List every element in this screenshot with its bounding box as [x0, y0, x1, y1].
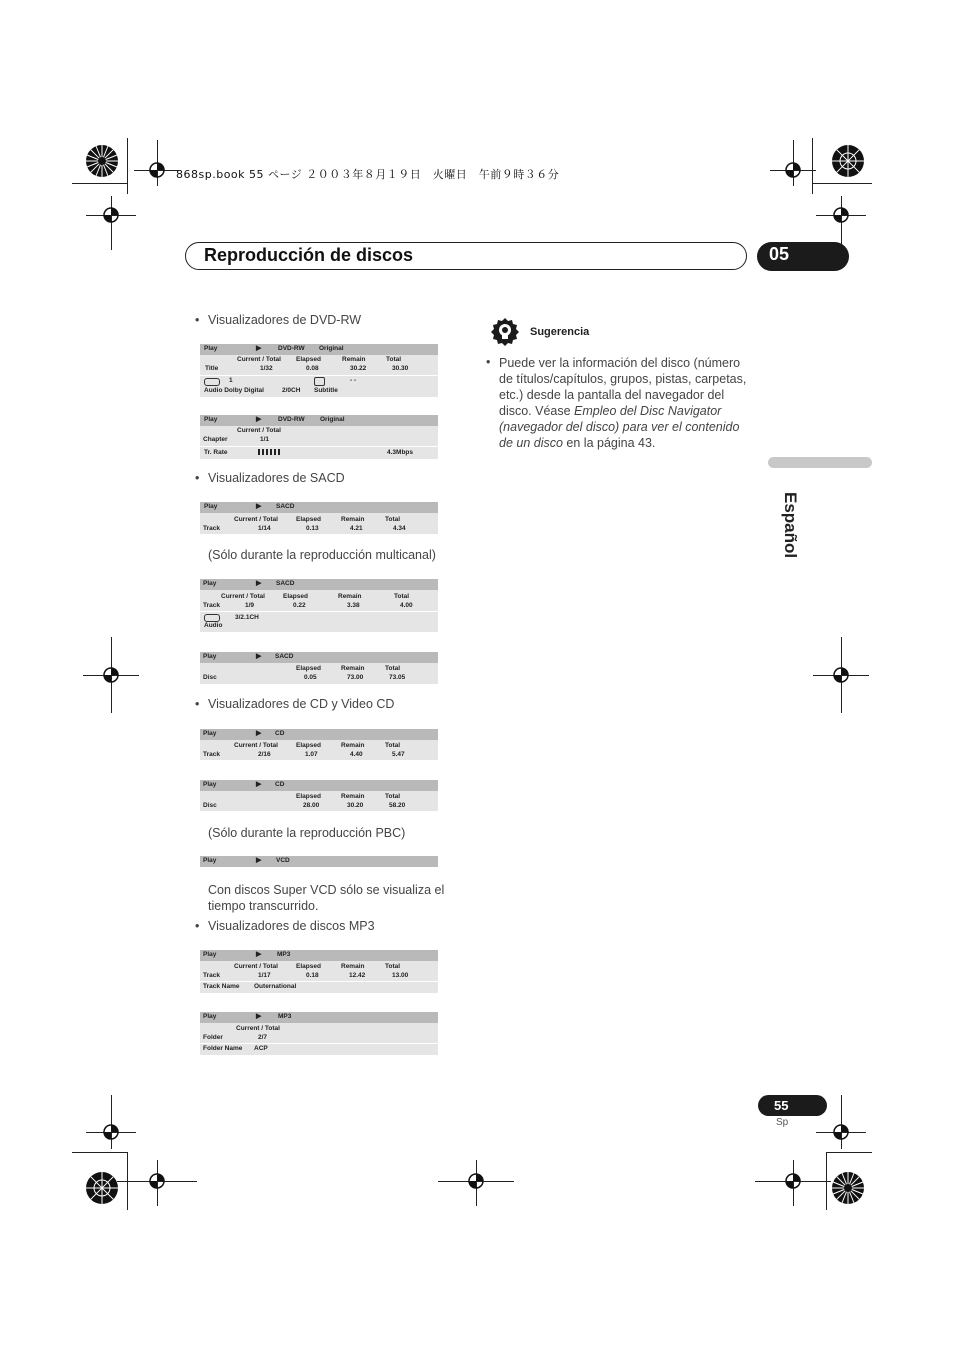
lightbulb-icon	[490, 317, 520, 347]
bullet-text: Visualizadores de discos MP3	[208, 919, 375, 933]
audio-label: Audio	[204, 622, 223, 629]
rate-label: Tr. Rate	[204, 449, 228, 456]
row-label: Track	[203, 602, 220, 609]
row-label: Track	[203, 972, 220, 979]
value-remain: 73.00	[347, 674, 364, 681]
registration-star-icon	[831, 144, 865, 178]
play-icon: ▶	[256, 857, 262, 864]
audio-icon	[204, 378, 220, 386]
subtitle-label: Subtitle	[314, 387, 338, 394]
play-icon: ▶	[256, 730, 262, 737]
disc-type: MP3	[278, 1013, 292, 1020]
col-total: Total	[385, 516, 401, 523]
play-icon: ▶	[256, 416, 262, 423]
col-current: Current / Total	[221, 593, 265, 600]
value-current: 1/17	[258, 972, 271, 979]
col-total: Total	[385, 963, 401, 970]
audio-channels: 2/0CH	[282, 387, 301, 394]
value-current: 1/14	[258, 525, 271, 532]
osd-sacd-panel-1	[200, 502, 438, 534]
osd-sacd-panel-3	[200, 652, 438, 684]
disc-type: SACD	[275, 653, 294, 660]
tip-text-end: en la página 43.	[562, 436, 656, 450]
play-icon: ▶	[256, 345, 262, 352]
col-elapsed: Elapsed	[296, 742, 321, 749]
disc-type: SACD	[276, 503, 295, 510]
value-total: 58.20	[389, 802, 406, 809]
section-title-bar	[185, 242, 747, 270]
play-label: Play	[203, 781, 217, 788]
value-remain: 12.42	[349, 972, 366, 979]
disc-type: DVD-RW	[278, 416, 305, 423]
audio-label: Audio Dolby Digital	[204, 387, 264, 394]
disc-type: MP3	[277, 951, 291, 958]
value-total: 13.00	[392, 972, 409, 979]
play-label: Play	[203, 580, 217, 587]
col-elapsed: Elapsed	[296, 963, 321, 970]
col-current: Current / Total	[237, 356, 281, 363]
crosshair-mark-icon	[782, 159, 804, 181]
col-current: Current / Total	[234, 742, 278, 749]
col-current: Current / Total	[237, 427, 281, 434]
play-label: Play	[203, 653, 217, 660]
page-language-code: Sp	[776, 1117, 789, 1128]
col-elapsed: Elapsed	[296, 516, 321, 523]
col-current: Current / Total	[234, 963, 278, 970]
osd-mp3-panel-2	[200, 1012, 438, 1055]
chapter-badge: 05	[757, 242, 849, 271]
col-current: Current / Total	[234, 516, 278, 523]
subtitle-value: - -	[350, 377, 357, 384]
tip-label: Sugerencia	[530, 326, 590, 338]
tip-bullet: •	[486, 355, 491, 369]
disc-mode: Original	[319, 345, 344, 352]
play-icon: ▶	[256, 1013, 262, 1020]
value-remain: 30.20	[347, 802, 364, 809]
osd-dvd-panel-2	[200, 415, 438, 459]
value-elapsed: 0.22	[293, 602, 306, 609]
play-label: Play	[204, 416, 218, 423]
col-remain: Remain	[341, 516, 365, 523]
value-elapsed: 0.13	[306, 525, 319, 532]
audio-icon	[204, 614, 220, 622]
tip-reference: Empleo del Disc Navigator (navegador del disco) para ver el contenido de un disco	[499, 404, 740, 450]
section-title: Reproducción de discos	[204, 245, 414, 265]
osd-mp3-panel-1	[200, 950, 438, 993]
col-remain: Remain	[342, 356, 366, 363]
language-label: Español	[781, 492, 800, 559]
language-tab	[768, 457, 872, 468]
play-icon: ▶	[256, 951, 262, 958]
play-label: Play	[203, 857, 217, 864]
value-total: 4.34	[393, 525, 406, 532]
play-icon: ▶	[256, 781, 262, 788]
col-remain: Remain	[341, 963, 365, 970]
play-label: Play	[204, 503, 218, 510]
subtitle-icon	[314, 377, 325, 386]
value-current: 1/1	[260, 436, 270, 443]
col-elapsed: Elapsed	[296, 665, 321, 672]
col-total: Total	[385, 793, 401, 800]
crosshair-mark-icon	[782, 1170, 804, 1192]
tip-body	[499, 355, 747, 451]
crosshair-mark-icon	[100, 1121, 122, 1143]
value-remain: 4.21	[350, 525, 363, 532]
value-current: 1/9	[245, 602, 255, 609]
crosshair-mark-icon	[146, 1170, 168, 1192]
play-label: Play	[203, 951, 217, 958]
crosshair-mark-icon	[830, 1121, 852, 1143]
play-label: Play	[204, 345, 218, 352]
registration-star-icon	[85, 144, 119, 178]
col-remain: Remain	[341, 665, 365, 672]
crosshair-mark-icon	[146, 159, 168, 181]
row-label: Track	[203, 525, 220, 532]
osd-cd-panel-2	[200, 780, 438, 811]
col-current: Current / Total	[236, 1025, 280, 1032]
osd-dvd-panel-1	[200, 344, 438, 397]
rate-value: 4.3Mbps	[387, 449, 414, 456]
col-total: Total	[394, 593, 410, 600]
bullet-text: Visualizadores de CD y Video CD	[208, 697, 395, 711]
value-remain: 30.22	[350, 365, 367, 372]
disc-type: SACD	[276, 580, 295, 587]
disc-type: VCD	[276, 857, 290, 864]
play-icon: ▶	[256, 503, 262, 510]
value-total: 30.30	[392, 365, 409, 372]
col-remain: Remain	[341, 742, 365, 749]
col-remain: Remain	[338, 593, 362, 600]
row-label: Chapter	[203, 436, 228, 443]
row-label: Folder	[203, 1034, 223, 1041]
col-total: Total	[385, 665, 401, 672]
play-label: Play	[203, 730, 217, 737]
row-label: Disc	[203, 802, 217, 809]
note-multichannel: (Sólo durante la reproducción multicanal)	[208, 548, 436, 562]
crosshair-mark-icon	[830, 664, 852, 686]
bullet-text: Visualizadores de SACD	[208, 471, 345, 485]
col-total: Total	[386, 356, 402, 363]
col-elapsed: Elapsed	[296, 793, 321, 800]
col-elapsed: Elapsed	[283, 593, 308, 600]
value-current: 2/16	[258, 751, 271, 758]
value-elapsed: 1.07	[305, 751, 318, 758]
col-elapsed: Elapsed	[296, 356, 321, 363]
value-total: 4.00	[400, 602, 413, 609]
value-remain: 4.40	[350, 751, 363, 758]
value-elapsed: 0.18	[306, 972, 319, 979]
disc-mode: Original	[320, 416, 345, 423]
name-label: Folder Name	[203, 1045, 243, 1052]
print-header: 868sp.book 55 ページ ２００３年８月１９日 火曜日 午前９時３６分	[176, 168, 560, 181]
name-label: Track Name	[203, 983, 240, 990]
audio-channels: 3/2.1CH	[235, 614, 259, 621]
disc-type: CD	[275, 730, 285, 737]
value-elapsed: 28.00	[303, 802, 320, 809]
note-svcd-line-2: tiempo transcurrido.	[208, 899, 319, 913]
name-value: Outernational	[254, 983, 297, 990]
crosshair-mark-icon	[100, 204, 122, 226]
crosshair-mark-icon	[830, 204, 852, 226]
value-current: 1/32	[260, 365, 273, 372]
name-value: ACP	[254, 1045, 268, 1052]
page-number: 55	[758, 1095, 827, 1116]
note-svcd-line-1: Con discos Super VCD sólo se visualiza el	[208, 883, 445, 897]
bullet-text: Visualizadores de DVD-RW	[208, 313, 362, 327]
registration-star-icon	[831, 1171, 865, 1205]
col-total: Total	[385, 742, 401, 749]
value-total: 5.47	[392, 751, 405, 758]
play-label: Play	[203, 1013, 217, 1020]
row-label: Title	[205, 365, 219, 372]
registration-star-icon	[85, 1171, 119, 1205]
row-label: Disc	[203, 674, 217, 681]
row-label: Track	[203, 751, 220, 758]
play-icon: ▶	[256, 580, 262, 587]
osd-sacd-panel-2	[200, 579, 438, 632]
crosshair-mark-icon	[465, 1170, 487, 1192]
col-remain: Remain	[341, 793, 365, 800]
osd-vcd-panel	[200, 856, 438, 867]
disc-type: CD	[275, 781, 285, 788]
note-pbc: (Sólo durante la reproducción PBC)	[208, 826, 406, 840]
rate-meter	[258, 449, 282, 455]
value-current: 2/7	[258, 1034, 268, 1041]
play-icon: ▶	[256, 653, 262, 660]
tip-text: Puede ver la información del disco (número de títulos/capítulos, grupos, pistas, carpetas, etc.) desde la pantalla del navegador del disco. Véase	[499, 356, 747, 418]
value-remain: 3.38	[347, 602, 360, 609]
crosshair-mark-icon	[100, 664, 122, 686]
value-elapsed: 0.08	[306, 365, 319, 372]
audio-number: 1	[229, 377, 233, 384]
disc-type: DVD-RW	[278, 345, 305, 352]
osd-cd-panel-1	[200, 729, 438, 760]
value-total: 73.05	[389, 674, 406, 681]
value-elapsed: 0.05	[304, 674, 317, 681]
